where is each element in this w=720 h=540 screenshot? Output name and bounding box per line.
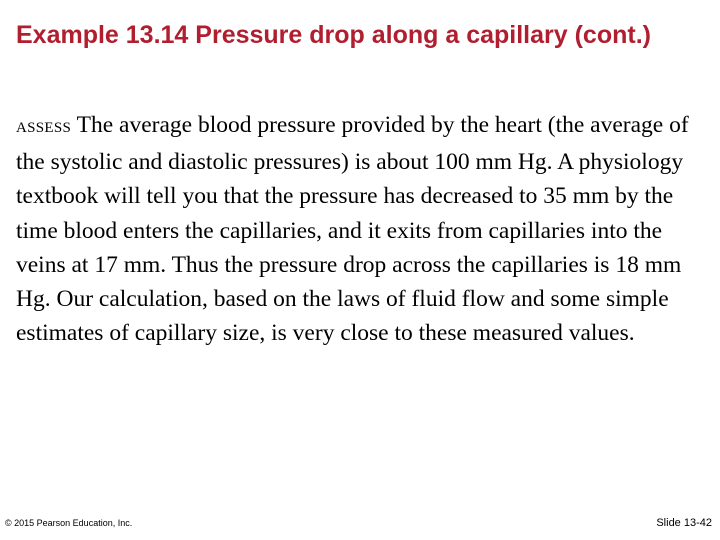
body-paragraph [16, 108, 706, 350]
copyright-notice: © 2015 Pearson Education, Inc. [5, 518, 133, 528]
slide-number: Slide 13-42 [656, 517, 712, 529]
slide-title: Example 13.14 Pressure drop along a capillary (cont.) [16, 21, 651, 49]
body-text: The average blood pressure provided by the heart (the average of the systolic and diastolic pressures) is about 100 mm Hg. A physiology textbook will tell you that the pressure has decreased to 35 mm by the time blood enters the capillaries, and it exits from capillaries into the veins at 17 mm. Thus the pressure drop across the capillaries is 18 mm Hg. Our calculation, based on the laws of fluid flow and some simple estimates of capillary size, is very close to these measured values. [16, 112, 689, 347]
assess-label: ASSESS [16, 120, 72, 136]
